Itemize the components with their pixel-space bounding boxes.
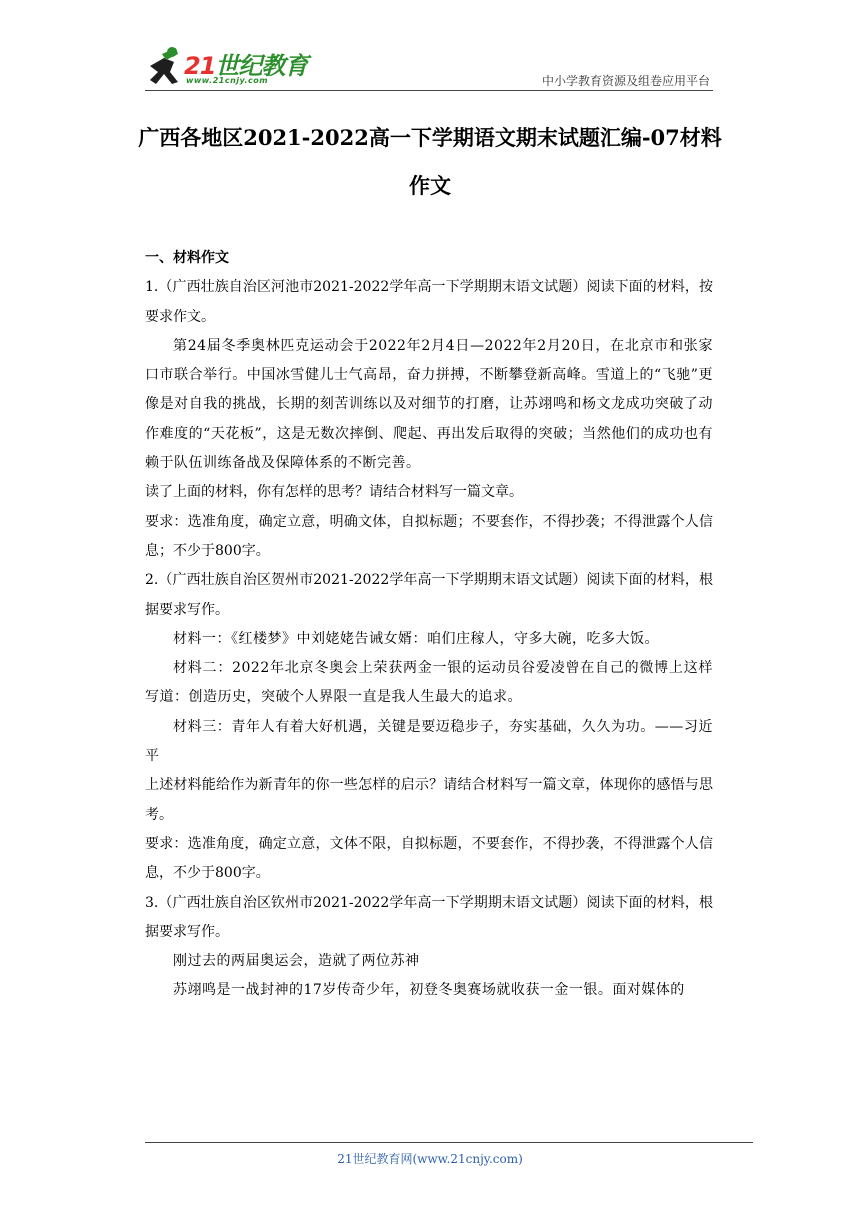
runner-logo-icon (142, 44, 186, 88)
footer-divider (145, 1142, 753, 1143)
footer-text: 21世纪教育网(www.21cnjy.com) (337, 1152, 523, 1166)
q2-prompt: 上述材料能给作为新青年的你一些怎样的启示？请结合材料写一篇文章，体现你的感悟与思考。 (145, 777, 713, 823)
q1-material: 第24届冬季奥林匹克运动会于2022年2月4日—2022年2月20日，在北京市和张家口市联合举行。中国冰雪健儿士气高昂，奋力拼搏，不断攀登新高峰。雪道上的“飞驰”更像是对自我的挑战，长期的刻苦训练以及对细节的打磨，让苏翊鸣和杨文龙成功突破了动作难度的“天花板”，这是无数次摔倒、爬起、再出发后取得的突破；当然他们的成功也有赖于队伍训练备战及保障体系的不断完善。 (145, 337, 713, 472)
q2-material-2: 材料二：2022年北京冬奥会上荣获两金一银的运动员谷爱凌曾在自己的微博上这样写道：创造历史，突破个人界限一直是我人生最大的追求。 (145, 660, 713, 706)
q3-material-1: 刚过去的两届奥运会，造就了两位苏神 (173, 953, 420, 970)
logo-url: www.21cnjy.com (186, 76, 269, 85)
q3-material-2: 苏翊鸣是一战封神的17岁传奇少年，初登冬奥赛场就收获一金一银。面对媒体的 (173, 982, 685, 999)
logo (142, 44, 312, 90)
document-body (145, 244, 713, 1006)
q2-material-3: 材料三：青年人有着大好机遇，关键是要迈稳步子，夯实基础，久久为功。——习近平 (145, 718, 713, 765)
document-title: 广西各地区2021-2022高一下学期语文期末试题汇编-07材料作文 (138, 125, 722, 198)
q1-stem: 1.（广西壮族自治区河池市2021-2022学年高一下学期期末语文试题）阅读下面的材料，按要求作文。 (145, 279, 713, 325)
logo-text: 21世纪教育 (184, 52, 308, 80)
q2-requirements: 要求：选准角度，确定立意，文体不限，自拟标题，不要套作，不得抄袭，不得泄露个人信息，不少于800字。 (145, 835, 713, 882)
q1-requirements: 要求：选准角度，确定立意，明确文体，自拟标题；不要套作，不得抄袭；不得泄露个人信息；不少于800字。 (145, 513, 713, 559)
header-divider (145, 90, 713, 91)
q3-stem: 3.（广西壮族自治区钦州市2021-2022学年高一下学期期末语文试题）阅读下面的材料，根据要求写作。 (145, 894, 713, 940)
section-heading: 一、材料作文 (145, 250, 229, 266)
header-platform-text: 中小学教育资源及组卷应用平台 (541, 74, 710, 88)
q2-material-1: 材料一：《红楼梦》中刘姥姥告诫女婿：咱们庄稼人，守多大碗，吃多大饭。 (173, 630, 659, 647)
q1-prompt: 读了上面的材料，你有怎样的思考？请结合材料写一篇文章。 (145, 484, 523, 501)
q2-stem: 2.（广西壮族自治区贺州市2021-2022学年高一下学期期末语文试题）阅读下面的材料，根据要求写作。 (145, 572, 713, 618)
page-header (0, 0, 860, 100)
